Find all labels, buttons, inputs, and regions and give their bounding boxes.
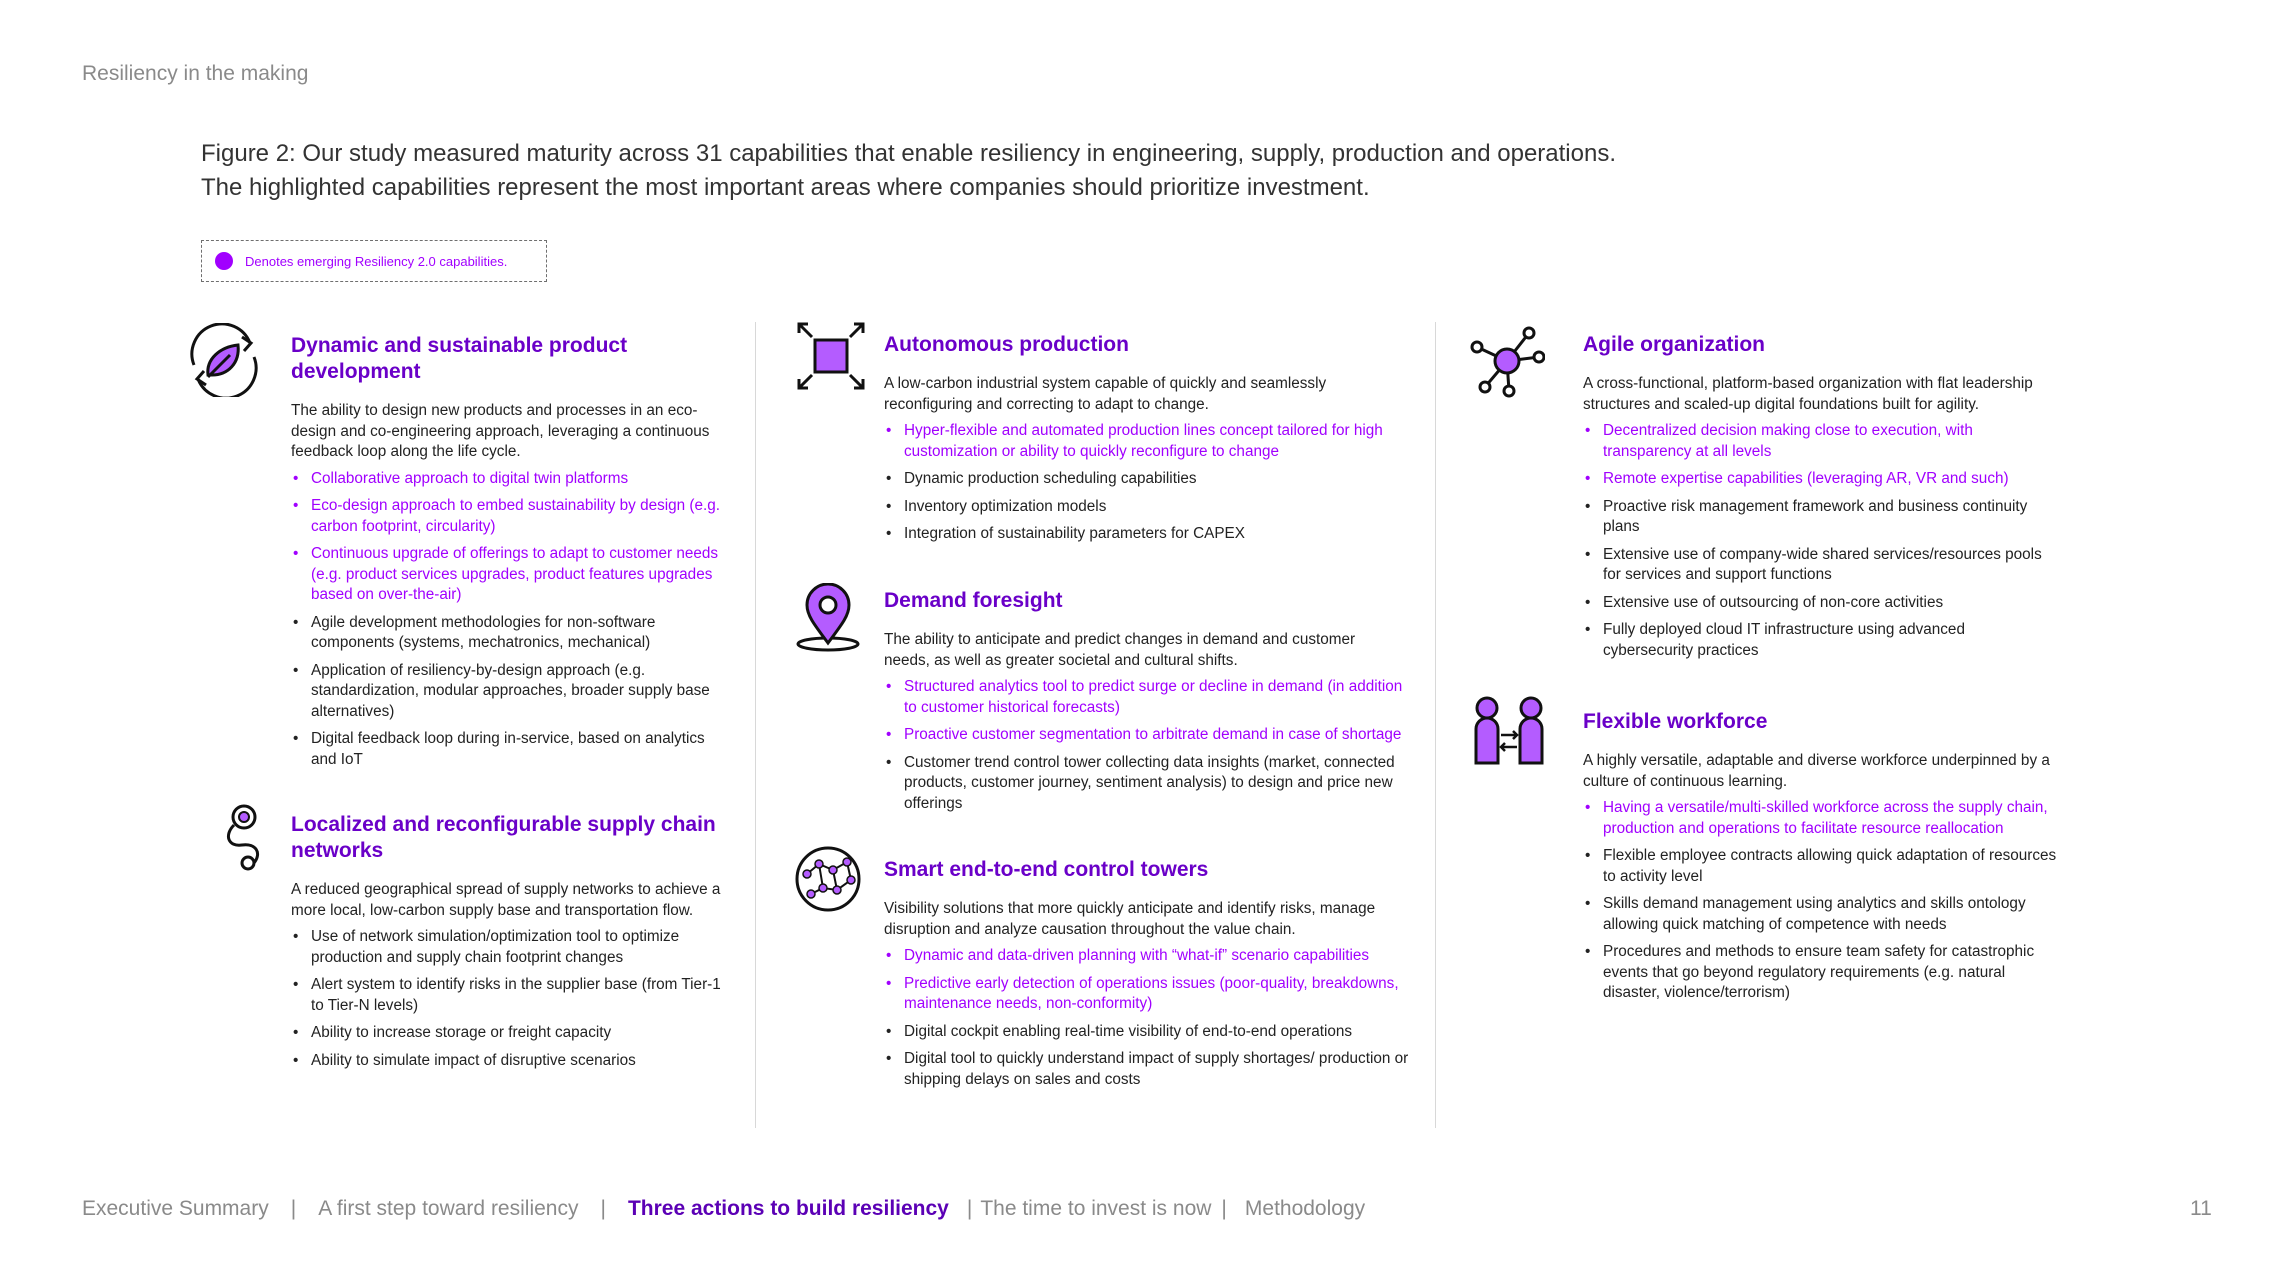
capability-item: • Digital tool to quickly understand impact of supply shortages/ production or shipping delays on sales and costs	[884, 1049, 1424, 1090]
capability-item: • Continuous upgrade of offerings to adapt to customer needs (e.g. product services upgrades, product features upgrades based on over-the-air)	[291, 544, 731, 606]
section-dynamic-sustainable	[291, 333, 731, 777]
section-description: Visibility solutions that more quickly anticipate and identify risks, manage disruption and analyze causation throughout the value chain.	[884, 900, 1376, 938]
section-title: Autonomous production	[884, 333, 1129, 356]
capability-list	[291, 927, 731, 1071]
capability-item: • Extensive use of company-wide shared services/resources pools for services and support functions	[1583, 545, 2053, 586]
nav-separator: |	[1221, 1197, 1227, 1220]
capability-list	[1583, 798, 2063, 1004]
capability-item: • Customer trend control tower collecting data insights (market, connected products, customer journey, sentiment analysis) to design and price new offerings	[884, 753, 1404, 815]
capability-item: • Predictive early detection of operations issues (poor-quality, breakdowns, maintenance needs, non-conformity)	[884, 974, 1424, 1015]
section-description: The ability to anticipate and predict changes in demand and customer needs, as well as greater societal and cultural shifts.	[884, 631, 1356, 669]
section-control-towers	[884, 857, 1424, 1097]
section-title: Smart end-to-end control towers	[884, 858, 1209, 881]
capability-item: • Flexible employee contracts allowing quick adaptation of resources to activity level	[1583, 846, 2063, 887]
capability-list	[884, 946, 1424, 1090]
capability-item: • Digital feedback loop during in-service, based on analytics and IoT	[291, 729, 731, 770]
section-localized-supply	[291, 812, 731, 1078]
section-description: A low-carbon industrial system capable of quickly and seamlessly reconfiguring and correcting to adapt to change.	[884, 375, 1327, 413]
capability-item: • Procedures and methods to ensure team safety for catastrophic events that go beyond regulatory requirements (e.g. natural disaster, violence/terrorism)	[1583, 942, 2063, 1004]
nav-first-step[interactable]: A first step toward resiliency	[318, 1197, 579, 1220]
location-pin-icon	[793, 583, 863, 653]
legend-text: Denotes emerging Resiliency 2.0 capabilities.	[245, 253, 508, 269]
capability-item: • Dynamic and data-driven planning with “what-if” scenario capabilities	[884, 946, 1424, 967]
section-title: Demand foresight	[884, 589, 1063, 612]
network-globe-icon	[793, 844, 863, 914]
header-title: Resiliency in the making	[82, 62, 309, 85]
capability-item: • Use of network simulation/optimization tool to optimize production and supply chain footprint changes	[291, 927, 731, 968]
capability-item: • Skills demand management using analytics and skills ontology allowing quick matching of competence with needs	[1583, 894, 2063, 935]
capability-item: • Proactive risk management framework and business continuity plans	[1583, 497, 2053, 538]
section-title: Agile organization	[1583, 333, 1766, 356]
capability-item: • Structured analytics tool to predict surge or decline in demand (in addition to customer historical forecasts)	[884, 677, 1404, 718]
capability-item: • Integration of sustainability parameters for CAPEX	[884, 524, 1404, 545]
capability-item: • Eco-design approach to embed sustainability by design (e.g. carbon footprint, circularity)	[291, 496, 731, 537]
capability-item: • Fully deployed cloud IT infrastructure using advanced cybersecurity practices	[1583, 620, 2053, 661]
capability-item: • Application of resiliency-by-design approach (e.g. standardization, modular approaches, broader supply base alternatives)	[291, 661, 731, 723]
capability-item: • Dynamic production scheduling capabilities	[884, 469, 1404, 490]
capability-item: • Having a versatile/multi-skilled workforce across the supply chain, production and operations to facilitate resource reallocation	[1583, 798, 2063, 839]
capability-item: • Agile development methodologies for non-software components (systems, mechatronics, mechanical)	[291, 613, 731, 654]
column-divider	[1435, 322, 1436, 1128]
section-description: A cross-functional, platform-based organization with flat leadership structures and scaled-up digital foundations built for agility.	[1583, 375, 2033, 413]
section-agile-organization	[1583, 332, 2053, 668]
figure-caption-line-1: Figure 2: Our study measured maturity across 31 capabilities that enable resiliency in engineering, supply, production and operations.	[201, 140, 1617, 167]
footer-nav	[82, 1197, 1365, 1221]
capability-item: • Inventory optimization models	[884, 497, 1404, 518]
section-description: A highly versatile, adaptable and diverse workforce underpinned by a culture of continuous learning.	[1583, 752, 2050, 790]
supply-route-icon	[222, 803, 266, 873]
capability-item: • Hyper-flexible and automated production lines concept tailored for high customization or ability to quickly reconfigure to change	[884, 421, 1404, 462]
capability-item: • Alert system to identify risks in the supplier base (from Tier-1 to Tier-N levels)	[291, 975, 731, 1016]
capability-item: • Extensive use of outsourcing of non-core activities	[1583, 593, 2053, 614]
page-number: 11	[2190, 1197, 2212, 1220]
section-title: Flexible workforce	[1583, 710, 1768, 733]
capability-item: • Remote expertise capabilities (leveraging AR, VR and such)	[1583, 469, 2053, 490]
capability-item: • Proactive customer segmentation to arbitrate demand in case of shortage	[884, 725, 1404, 746]
nav-executive-summary[interactable]: Executive Summary	[82, 1197, 269, 1220]
figure-caption-line-2: The highlighted capabilities represent the most important areas where companies should prioritize investment.	[201, 174, 1370, 201]
legend-box	[201, 240, 547, 282]
people-exchange-icon	[1473, 695, 1545, 767]
expand-square-icon	[795, 320, 867, 392]
capability-list	[291, 469, 731, 771]
section-demand-foresight	[884, 588, 1404, 821]
nav-separator: |	[966, 1197, 973, 1220]
section-flexible-workforce	[1583, 709, 2063, 1011]
capability-list	[884, 421, 1404, 545]
section-autonomous-production	[884, 332, 1404, 552]
nav-separator: |	[290, 1197, 297, 1220]
column-divider	[755, 322, 756, 1128]
nav-time-to-invest[interactable]: The time to invest is now	[980, 1197, 1212, 1220]
section-description: A reduced geographical spread of supply networks to achieve a more local, low-carbon supply base and transportation flow.	[291, 881, 721, 919]
leaf-cycle-icon	[180, 323, 268, 397]
section-description: The ability to design new products and processes in an eco-design and co-engineering approach, leveraging a continuous feedback loop along the life cycle.	[291, 402, 710, 460]
emerging-dot-icon	[215, 252, 233, 270]
capability-item: • Ability to increase storage or freight capacity	[291, 1023, 731, 1044]
capability-list	[884, 677, 1404, 814]
nav-three-actions[interactable]: Three actions to build resiliency	[627, 1197, 949, 1220]
capability-item: • Ability to simulate impact of disruptive scenarios	[291, 1051, 731, 1072]
nav-separator: |	[600, 1197, 606, 1220]
section-title: Localized and reconfigurable supply chain networks	[291, 813, 716, 862]
capability-item: • Collaborative approach to digital twin platforms	[291, 469, 731, 490]
figure-caption	[201, 137, 2101, 205]
capability-list	[1583, 421, 2053, 661]
capability-item: • Digital cockpit enabling real-time visibility of end-to-end operations	[884, 1022, 1424, 1043]
nav-methodology[interactable]: Methodology	[1244, 1197, 1366, 1220]
hub-network-icon	[1469, 323, 1545, 399]
capability-item: • Decentralized decision making close to execution, with transparency at all levels	[1583, 421, 2053, 462]
section-title: Dynamic and sustainable product development	[291, 334, 628, 383]
